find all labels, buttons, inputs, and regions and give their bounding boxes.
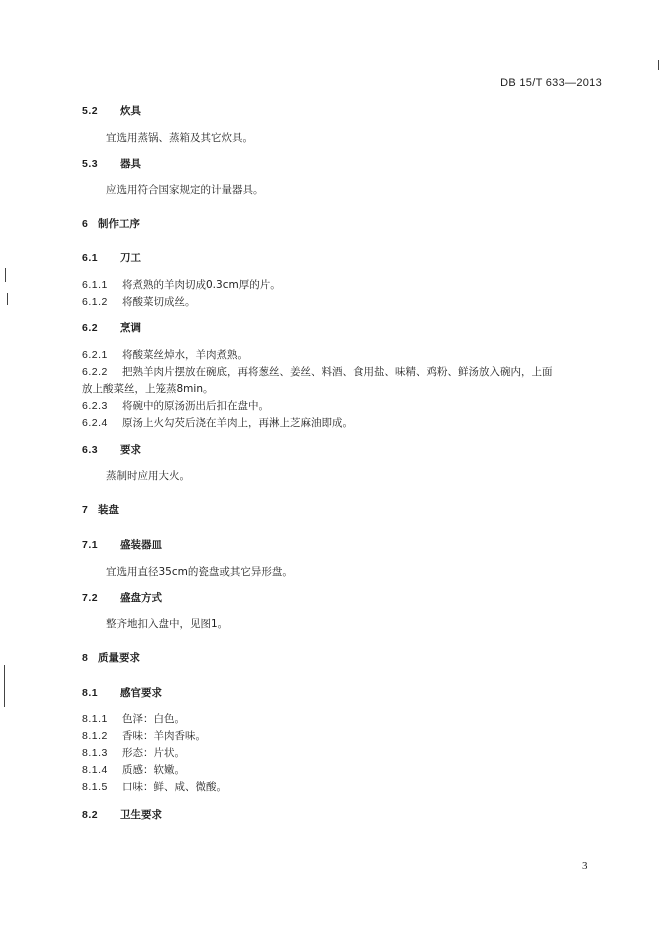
section-heading [82, 443, 141, 457]
section-title: 器具 [120, 158, 141, 170]
section-title: 刀工 [120, 252, 141, 264]
scan-mark [4, 665, 5, 707]
item-number: 8.1.3 [82, 747, 108, 759]
section-title: 烹调 [120, 322, 141, 334]
item-number: 8.1.5 [82, 781, 108, 793]
chapter-number: 7 [82, 504, 89, 516]
section-heading [82, 538, 162, 552]
section-number: 8.1 [82, 687, 99, 699]
list-item [82, 348, 248, 362]
item-number: 8.1.2 [82, 730, 108, 742]
section-number: 5.3 [82, 158, 99, 170]
section-number: 8.2 [82, 809, 99, 821]
chapter-heading [82, 651, 140, 665]
item-text: 色泽：白色。 [122, 713, 185, 725]
item-number: 6.2.1 [82, 349, 108, 361]
item-number: 6.1.2 [82, 296, 108, 308]
item-text: 形态：片状。 [122, 747, 185, 759]
list-item [82, 780, 227, 794]
section-title: 要求 [120, 444, 141, 456]
section-heading [82, 104, 141, 118]
section-number: 7.1 [82, 539, 99, 551]
chapter-title: 制作工序 [98, 218, 140, 230]
section-number: 5.2 [82, 105, 99, 117]
section-title: 卫生要求 [120, 809, 162, 821]
item-text-continuation: 放上酸菜丝，上笼蒸8min。 [82, 383, 214, 395]
item-text: 口味：鲜、咸、微酸。 [122, 781, 227, 793]
item-text: 香味：羊肉香味。 [122, 730, 206, 742]
list-item [82, 399, 269, 413]
item-number: 6.2.3 [82, 400, 108, 412]
section-title: 炊具 [120, 105, 141, 117]
list-item [82, 416, 353, 430]
paragraph: 宜选用蒸锅、蒸箱及其它炊具。 [106, 132, 253, 144]
list-item [82, 746, 185, 760]
item-number: 6.2.2 [82, 366, 108, 378]
chapter-title: 装盘 [98, 504, 119, 516]
item-number: 6.2.4 [82, 417, 108, 429]
paragraph: 蒸制时应用大火。 [106, 470, 190, 482]
section-heading [82, 808, 162, 822]
list-item [82, 712, 185, 726]
list-item [82, 278, 281, 292]
chapter-heading [82, 217, 140, 231]
list-item [82, 365, 553, 379]
section-number: 7.2 [82, 592, 99, 604]
standard-code: DB 15/T 633—2013 [500, 77, 602, 89]
paragraph: 应选用符合国家规定的计量器具。 [106, 184, 264, 196]
chapter-heading [82, 503, 119, 517]
item-text: 把熟羊肉片摆放在碗底，再将葱丝、姜丝、料酒、食用盐、味精、鸡粉、鲜汤放入碗内，上面 [122, 366, 553, 378]
section-number: 6.3 [82, 444, 99, 456]
section-number: 6.2 [82, 322, 99, 334]
paragraph: 整齐地扣入盘中，见图1。 [106, 618, 229, 630]
item-number: 8.1.1 [82, 713, 108, 725]
section-title: 感官要求 [120, 687, 162, 699]
section-title: 盛盘方式 [120, 592, 162, 604]
section-heading [82, 686, 162, 700]
scan-mark [658, 60, 659, 70]
list-item [82, 295, 196, 309]
section-number: 6.1 [82, 252, 99, 264]
item-text: 将碗中的原汤沥出后扣在盘中。 [122, 400, 269, 412]
section-heading [82, 251, 141, 265]
item-number: 6.1.1 [82, 279, 108, 291]
page-number: 3 [582, 860, 588, 872]
list-item [82, 729, 206, 743]
item-text: 原汤上火勾芡后浇在羊肉上，再淋上芝麻油即成。 [122, 417, 353, 429]
chapter-number: 6 [82, 218, 89, 230]
list-item [82, 763, 185, 777]
section-heading [82, 157, 141, 171]
chapter-number: 8 [82, 652, 89, 664]
item-number: 8.1.4 [82, 764, 108, 776]
scan-mark [7, 293, 8, 305]
paragraph: 宜选用直径35cm的瓷盘或其它异形盘。 [106, 566, 293, 578]
item-text: 质感：软嫩。 [122, 764, 185, 776]
section-heading [82, 321, 141, 335]
item-text: 将煮熟的羊肉切成0.3cm厚的片。 [122, 279, 281, 291]
scan-mark [5, 268, 6, 282]
item-text: 将酸菜切成丝。 [122, 296, 196, 308]
section-title: 盛装器皿 [120, 539, 162, 551]
chapter-title: 质量要求 [98, 652, 140, 664]
item-text: 将酸菜丝焯水，羊肉煮熟。 [122, 349, 248, 361]
section-heading [82, 591, 162, 605]
